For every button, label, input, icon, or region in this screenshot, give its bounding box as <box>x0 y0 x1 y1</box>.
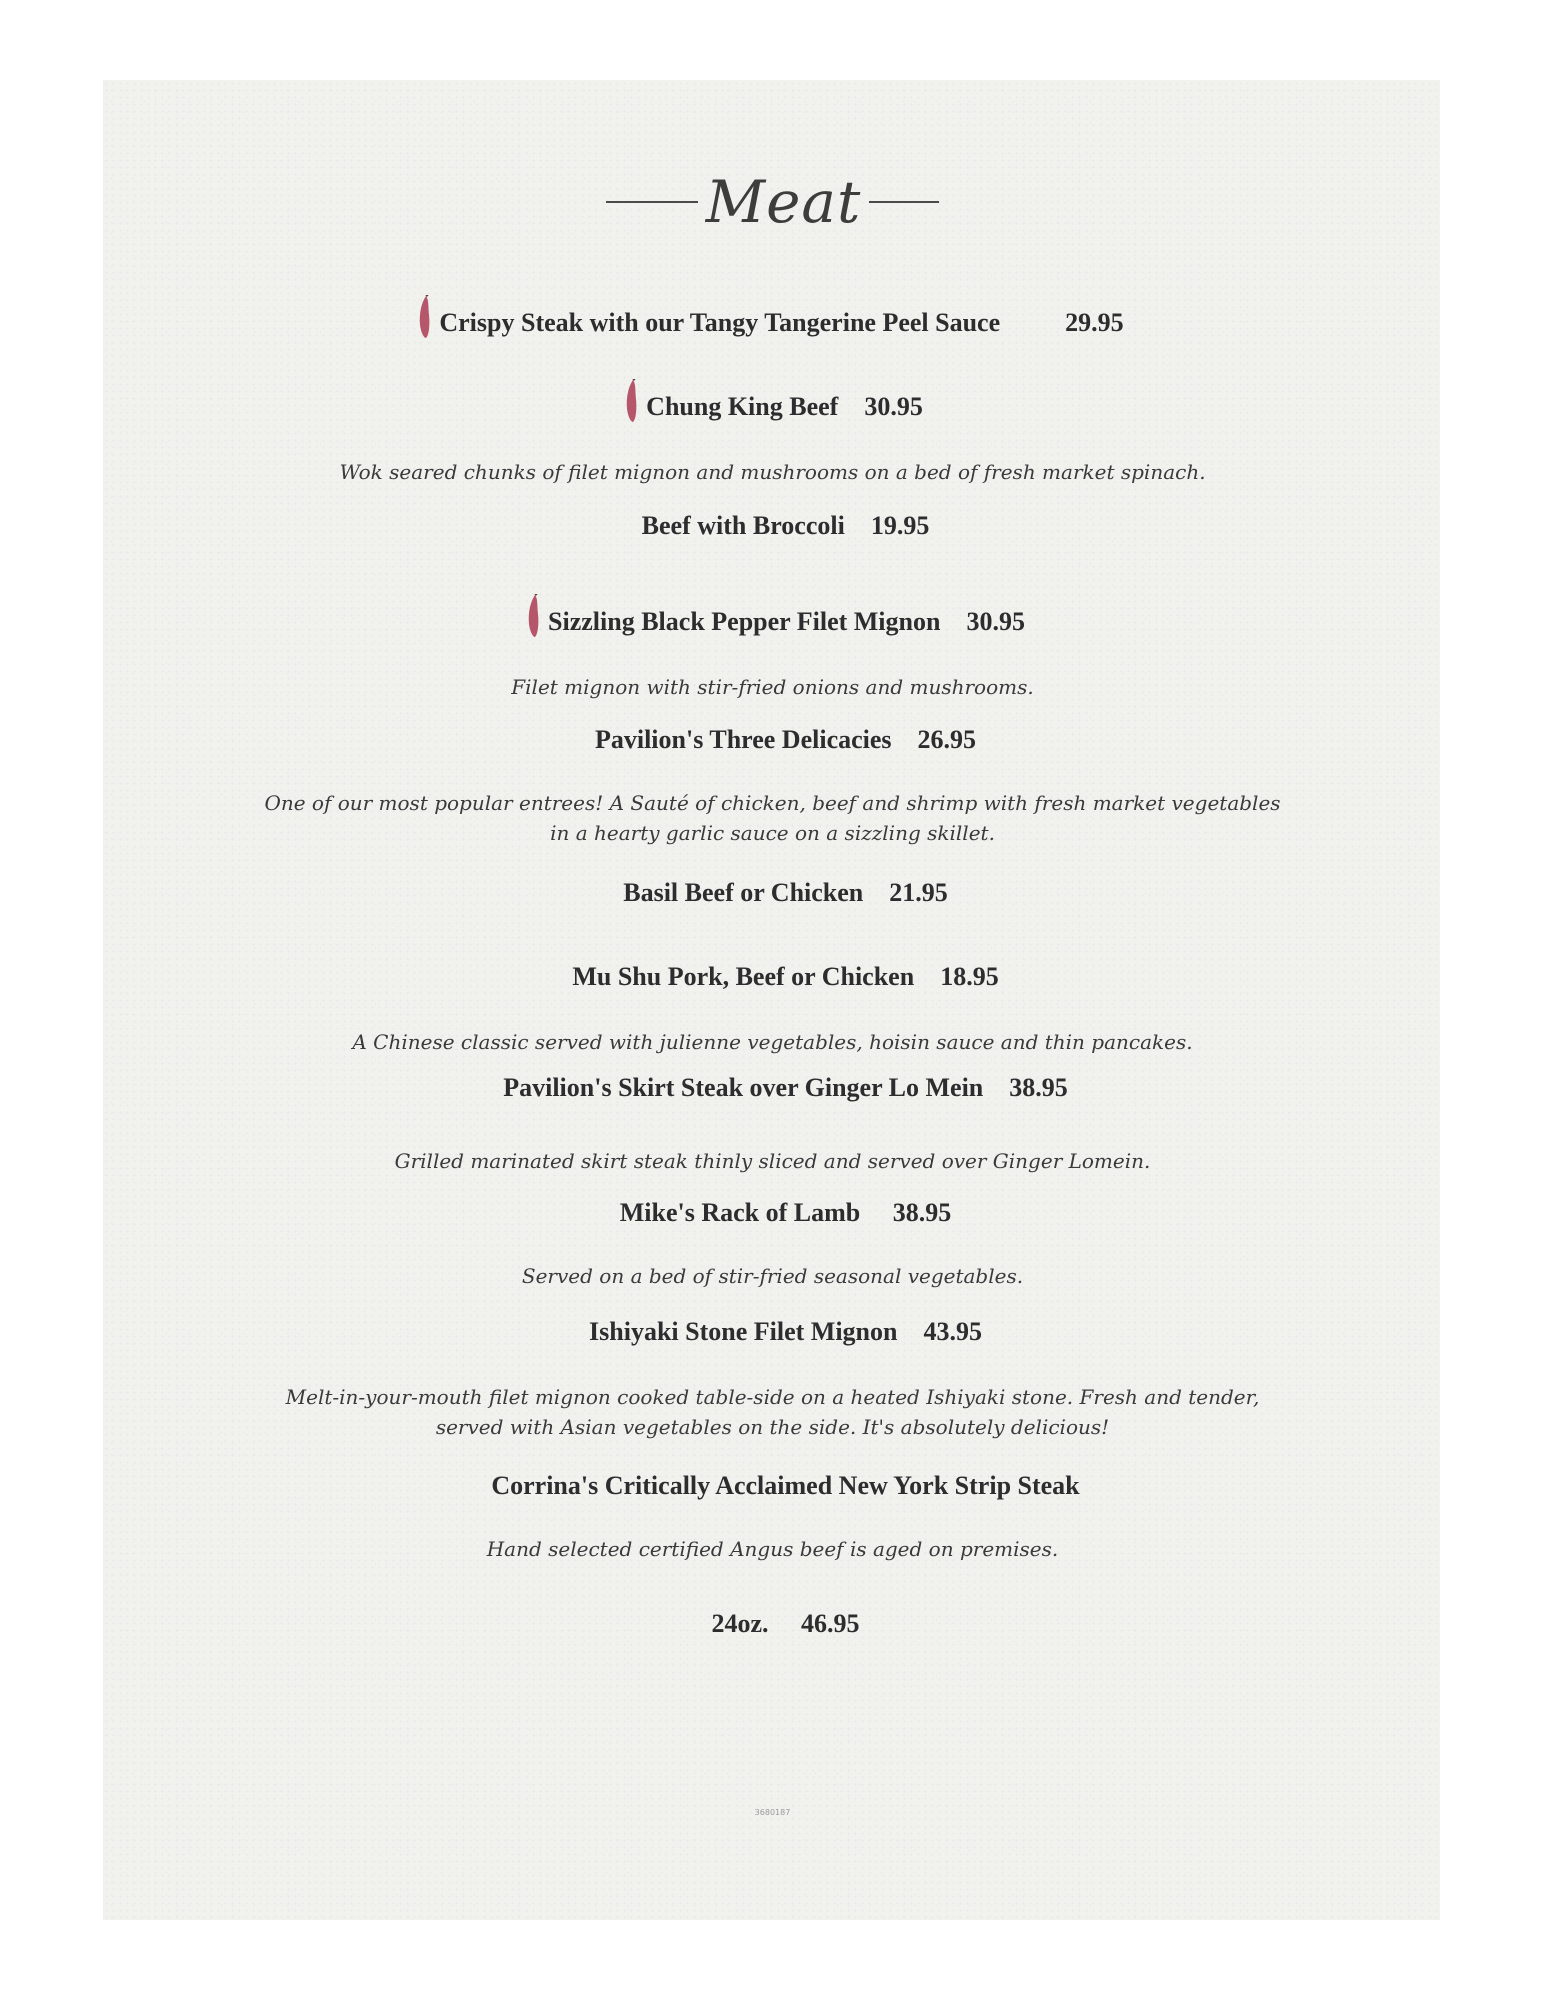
item-price: 19.95 <box>870 511 930 540</box>
item-name: Ishiyaki Stone Filet Mignon <box>589 1317 898 1346</box>
menu-item <box>0 845 1545 941</box>
item-description: A Chinese classic served with julienne vegetables, hoisin sauce and thin pancakes. <box>352 1030 1193 1054</box>
item-name: Chung King Beef <box>646 392 839 421</box>
item-price: 21.95 <box>889 878 948 907</box>
menu-item <box>0 1284 1545 1442</box>
item-name: Beef with Broccoli <box>641 511 845 540</box>
menu-item <box>0 692 1545 848</box>
title-rule-right <box>869 201 939 203</box>
item-description: Wok seared chunks of filet mignon and mushrooms on a bed of fresh market spinach. <box>339 460 1206 484</box>
chili-pepper-icon <box>526 594 540 638</box>
item-name: Mike's Rack of Lamb <box>619 1198 861 1227</box>
item-description-line: served with Asian vegetables on the side. It's absolutely delicious! <box>435 1415 1110 1439</box>
item-description <box>0 788 1545 848</box>
item-description-line: Melt-in-your-mouth filet mignon cooked table-side on a heated Ishiyaki stone. Fresh and tender, <box>285 1385 1260 1409</box>
item-name: Corrina's Critically Acclaimed New York Strip Steak <box>491 1471 1080 1500</box>
chili-pepper-icon <box>417 295 431 339</box>
footer-code: 3680187 <box>754 1808 791 1817</box>
chili-pepper-icon <box>624 379 638 423</box>
item-name: Sizzling Black Pepper Filet Mignon <box>548 607 941 636</box>
item-price: 30.95 <box>864 392 923 421</box>
title-rule-left <box>606 201 698 203</box>
item-price: 46.95 <box>801 1609 860 1638</box>
item-description: Filet mignon with stir-fried onions and mushrooms. <box>511 675 1034 699</box>
menu-item <box>0 929 1545 1057</box>
item-description: Grilled marinated skirt steak thinly sliced and served over Ginger Lomein. <box>394 1149 1151 1173</box>
menu-item <box>0 478 1545 574</box>
item-price: 38.95 <box>1009 1073 1068 1102</box>
item-description-line: One of our most popular entrees! A Sauté of chicken, beef and shrimp with fresh market vegetables <box>264 791 1281 815</box>
item-price: 26.95 <box>917 725 977 754</box>
item-name: Pavilion's Skirt Steak over Ginger Lo Mein <box>503 1073 984 1102</box>
item-name: Basil Beef or Chicken <box>623 878 864 907</box>
menu-item <box>0 562 1545 702</box>
item-price: 43.95 <box>923 1317 982 1346</box>
item-price: 30.95 <box>966 607 1025 636</box>
item-price: 29.95 <box>1065 308 1124 337</box>
menu-title: Meat <box>705 168 862 236</box>
item-description: Hand selected certified Angus beef is aged on premises. <box>486 1537 1059 1561</box>
menu-title-row <box>0 168 1545 236</box>
item-description: Served on a bed of stir-fried seasonal vegetables. <box>521 1264 1024 1288</box>
item-name: Pavilion's Three Delicacies <box>594 725 892 754</box>
menu-item <box>0 1165 1545 1291</box>
item-name: Crispy Steak with our Tangy Tangerine Peel Sauce <box>439 308 1001 337</box>
item-name: Mu Shu Pork, Beef or Chicken <box>572 962 915 991</box>
item-description-line: in a hearty garlic sauce on a sizzling skillet. <box>550 821 995 845</box>
menu-item <box>0 1438 1545 1672</box>
menu-item <box>0 347 1545 487</box>
item-size: 24oz. <box>711 1609 769 1638</box>
item-price: 18.95 <box>940 962 999 991</box>
item-description <box>0 1382 1545 1442</box>
item-price: 38.95 <box>892 1198 952 1227</box>
menu-item <box>0 1040 1545 1176</box>
